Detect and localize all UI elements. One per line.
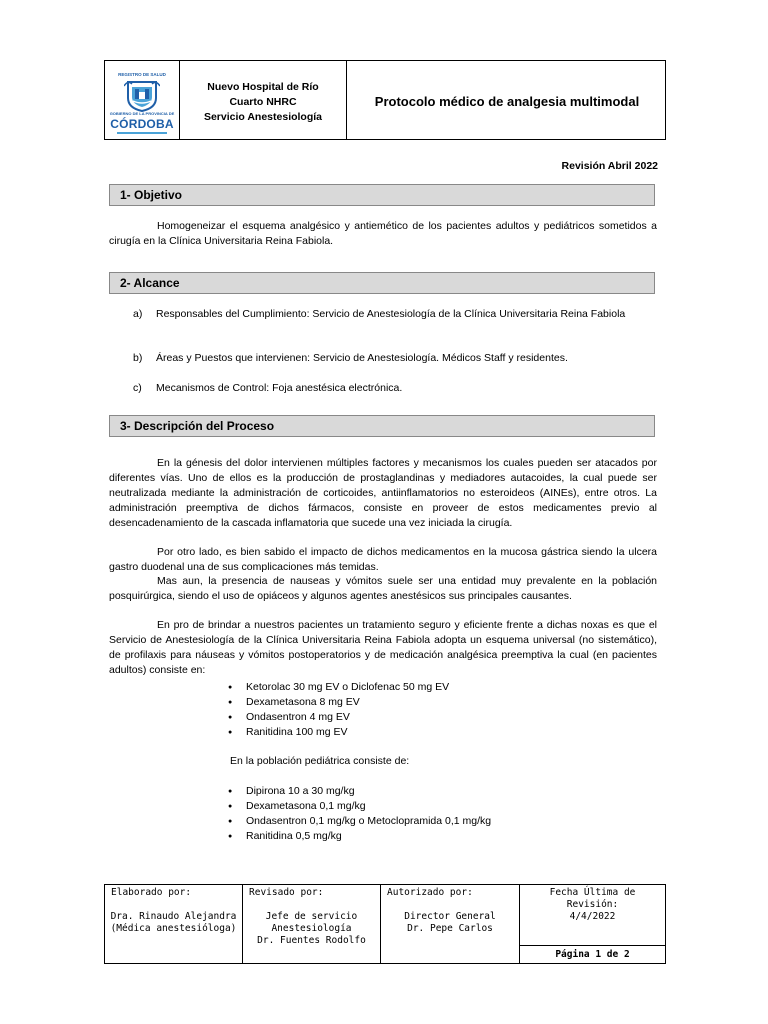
- logo-top-text: REGISTRO DE SALUD: [118, 72, 166, 77]
- list-item: ● Ondasentron 0,1 mg/kg o Metoclopramida 0,1 mg/kg: [228, 814, 491, 829]
- signature-table: [104, 884, 666, 964]
- section-heading-descripcion: 3- Descripción del Proceso: [109, 415, 655, 437]
- fecha-cell: [520, 885, 665, 923]
- list-item: ● Ranitidina 100 mg EV: [228, 725, 449, 740]
- cordoba-logo: [105, 61, 179, 139]
- hospital-name: [180, 80, 346, 125]
- revisado-name: Dr. Fuentes Rodolfo: [257, 935, 366, 946]
- hospital-line-2: Cuarto NHRC: [229, 96, 297, 108]
- logo-underline: [117, 132, 167, 134]
- elaborado-role: (Médica anestesióloga): [110, 923, 237, 934]
- footer-divider: [520, 945, 665, 946]
- list-item: ● Ranitidina 0,5 mg/kg: [228, 829, 491, 844]
- hospital-line-1: Nuevo Hospital de Río: [207, 81, 319, 93]
- autorizado-cell: [381, 885, 520, 963]
- section-heading-objetivo: 1- Objetivo: [109, 184, 655, 206]
- objetivo-text: Homogeneizar el esquema analgésico y antiemético de los pacientes adultos y pediátricos sometidos a cirugía en la Clínica Universitaria Reina Fabiola.: [109, 220, 657, 247]
- fecha-label-1: Fecha Última de: [549, 887, 636, 898]
- hospital-line-3: Servicio Anestesiología: [203, 111, 323, 123]
- fecha-value: 4/4/2022: [569, 911, 616, 922]
- list-item-text: Áreas y Puestos que intervienen: Servicio de Anestesiología. Médicos Staff y residentes.: [156, 352, 568, 364]
- list-item-label: b): [133, 352, 143, 364]
- cordoba-coat-of-arms-icon: [124, 78, 160, 112]
- autorizado-label: Autorizado por:: [387, 887, 473, 898]
- revisado-role: Jefe de servicio: [265, 911, 358, 922]
- revisado-label: Revisado por:: [249, 887, 324, 898]
- autorizado-name: Dr. Pepe Carlos: [407, 923, 493, 934]
- list-item: ● Ondasentron 4 mg EV: [228, 710, 449, 725]
- autorizado-role: Director General: [404, 911, 496, 922]
- page-number: Página 1 de 2: [555, 949, 630, 960]
- list-item-text: Mecanismos de Control: Foja anestésica electrónica.: [156, 382, 403, 394]
- section-heading-alcance: 2- Alcance: [109, 272, 655, 294]
- descripcion-paragraph-3: Mas aun, la presencia de nauseas y vómitos suele ser una entidad muy prevalente en la población posquirúrgica, siendo el uso de opiáceos y algunos agentes anestésicos sus principales causantes.: [109, 575, 657, 602]
- list-item: ● Dexametasona 0,1 mg/kg: [228, 799, 491, 814]
- document-header: [104, 60, 666, 140]
- fecha-label-2: Revisión:: [566, 899, 619, 910]
- revision-date: Revisión Abril 2022: [561, 160, 658, 172]
- logo-gov-text: GOBIERNO DE LA PROVINCIA DE: [109, 111, 175, 116]
- elaborado-name: Dra. Rinaudo Alejandra: [110, 911, 237, 922]
- list-item-label: a): [133, 308, 143, 320]
- elaborado-label: Elaborado por:: [111, 887, 192, 898]
- pediatric-title: En la población pediátrica consiste de:: [230, 755, 410, 767]
- descripcion-paragraph-4: En pro de brindar a nuestros pacientes un tratamiento seguro y eficiente frente a dichas noxas es que el Servicio de Anestesiología de la Clínica Universitaria Reina Fabiola adopta un esquema universal (no sistemático), de profilaxis para náuseas y vómitos postoperatorios y de medicación analgésica preemptiva la cual (en pacientes adultos) consiste en:: [109, 619, 657, 676]
- document-title: Protocolo médico de analgesia multimodal: [374, 94, 640, 109]
- list-item: ● Ketorolac 30 mg EV o Diclofenac 50 mg EV: [228, 680, 449, 695]
- logo-wordmark: CÓRDOBA: [110, 117, 174, 131]
- adult-medication-list: [228, 680, 449, 740]
- revisado-service: Anestesiología: [271, 923, 352, 934]
- list-item: ● Dexametasona 8 mg EV: [228, 695, 449, 710]
- revisado-cell: [243, 885, 381, 963]
- list-item: ● Dipirona 10 a 30 mg/kg: [228, 784, 491, 799]
- list-item-label: c): [133, 382, 142, 394]
- descripcion-paragraph-2: Por otro lado, es bien sabido el impacto de dichos medicamentos en la mucosa gástrica siendo la ulcera gastro duodenal una de sus complicaciones más temidas.: [109, 546, 657, 573]
- pediatric-medication-list: [228, 784, 491, 844]
- list-item-text: Responsables del Cumplimiento: Servicio de Anestesiología de la Clínica Universitaria Reina Fabiola: [156, 308, 626, 320]
- elaborado-cell: [105, 885, 243, 963]
- descripcion-paragraph-1: En la génesis del dolor intervienen múltiples factores y mecanismos los cuales pueden ser atacados por diferentes vías. Uno de ellos es la producción de prostaglandinas y mediadores autacoides, la cual puede ser neutralizada mediante la administración de corticoides, antiinflamatorios no esteroideos (AINEs), entre otros. La administración preemptiva de dichos fármacos, consiste en proveer de estos medicamentes previo al desencadenamiento de la cascada inflamatoria que sucede una vez iniciada la cirugía.: [109, 457, 657, 529]
